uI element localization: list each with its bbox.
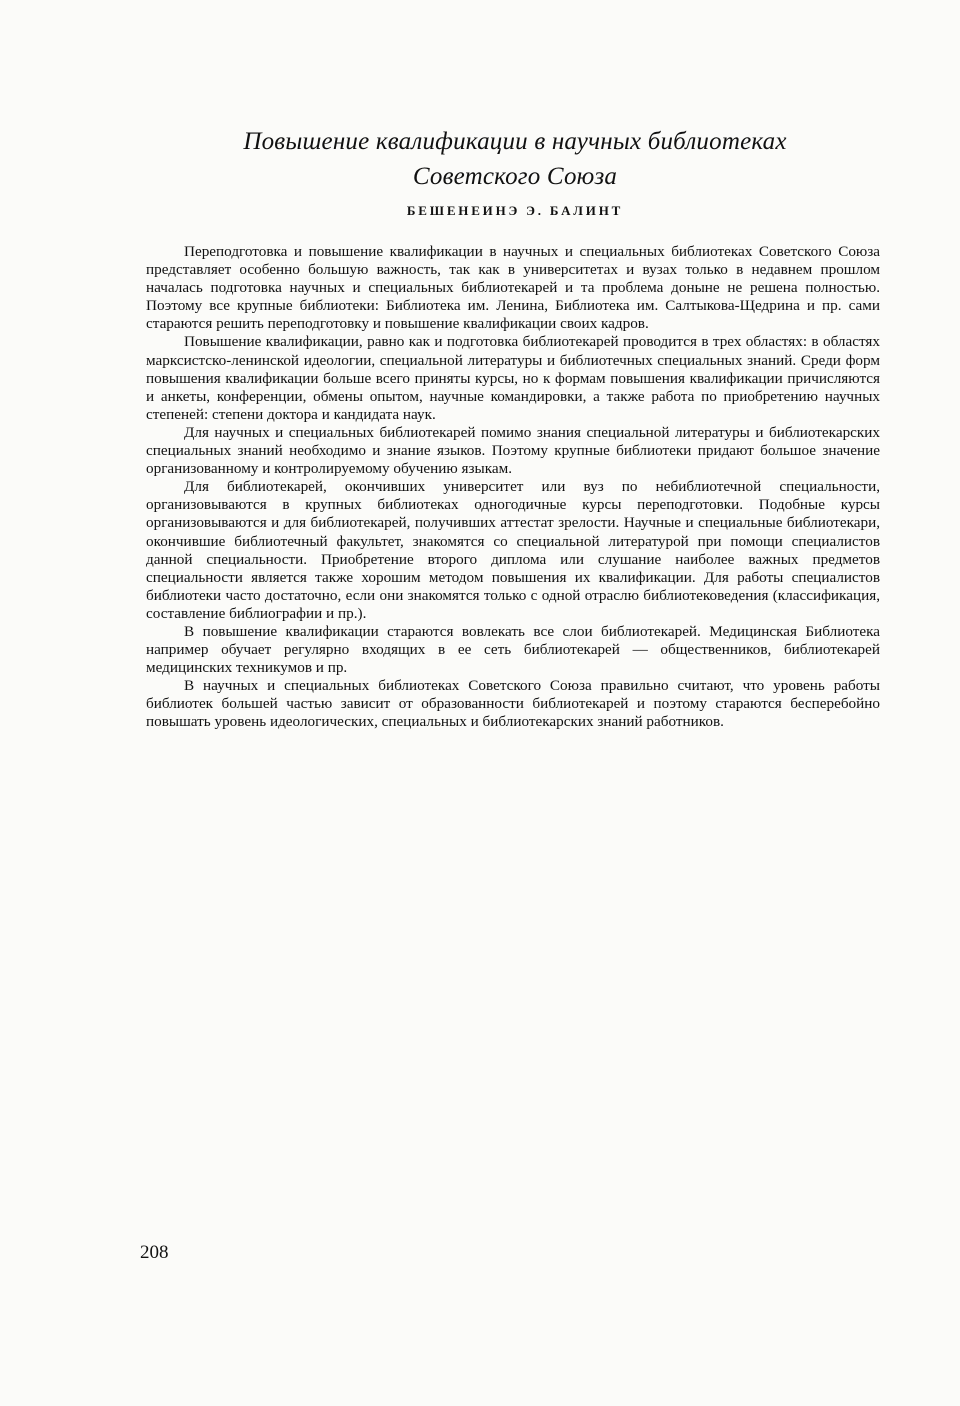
article-body	[146, 243, 880, 732]
title-block	[150, 124, 880, 219]
paragraph-5: В повышение квалификации стараются вовлекать все слои библиотекарей. Медицинская Библиотека например обучает регулярно входящих в ее сеть библиотекарей — общественников, библиотекарей медицинских техникумов и пр.	[146, 622, 880, 677]
paragraph-2: Повышение квалификации, равно как и подготовка библиотекарей проводится в трех областях: в областях марксистско-ленинской идеологии, специальной литературы и библиотечных специальных знаний. Среди форм повышения квалификации больше всего приняты курсы, но к формам повышения квалификации причисляются и анкеты, конференции, обмены опытом, научные командировки, а также работа по приобретению научных степеней: степени доктора и кандидата наук.	[146, 333, 880, 423]
paragraph-3: Для научных и специальных библиотекарей помимо знания специальной литературы и библиотекарских специальных знаний необходимо и знание языков. Поэтому крупные библиотеки придают большое значение организованному и контролируемому обучению языкам.	[146, 423, 880, 478]
article-title-line-1: Повышение квалификации в научных библиотеках	[243, 128, 787, 155]
paragraph-6: В научных и специальных библиотеках Советского Союза правильно считают, что уровень работы библиотек большей частью зависит от образованности библиотекарей и поэтому стараются бесперебойно повышать уровень идеологических, специальных и библиотекарских знаний работников.	[146, 677, 880, 731]
paragraph-4: Для библиотекарей, окончивших университет или вуз по небиблиотечной специальности, организовываются в крупных библиотеках одногодичные курсы переподготовки. Подобные курсы организовываются и для библиотекарей, получивших аттестат зрелости. Научные и специальные библиотекари, окончившие библиотечный факультет, знакомятся со специальной литературой при помощи специалистов данной специальности. Приобретение второго диплома или слушание наиболее важных предметов специальности является также хорошим методом повышения их квалификации. Для работы специалистов библиотеки часто достаточно, если они знакомятся только с одной отраслю библиотековедения (классификация, составление библиографии и пр.).	[146, 478, 880, 622]
article-title	[150, 124, 880, 194]
page-number: 208	[140, 1242, 169, 1263]
paragraph-1: Переподготовка и повышение квалификации в научных и специальных библиотеках Советского Союза представляет особенно большую важность, так как в университетах и вузах только в недавнем прошлом началась подготовка научных и специальных библиотекарей и та проблема доныне не решена полностью. Поэтому все крупные библиотеки: Библиотека им. Ленина, Библиотека им. Салтыкова-Щедрина и пр. сами стараются решить переподготовку и повышение квалификации своих кадров.	[146, 243, 880, 333]
article-title-line-2: Советского Союза	[412, 163, 618, 190]
article-author: БЕШЕНЕИНЭ Э. БАЛИНТ	[406, 203, 624, 218]
